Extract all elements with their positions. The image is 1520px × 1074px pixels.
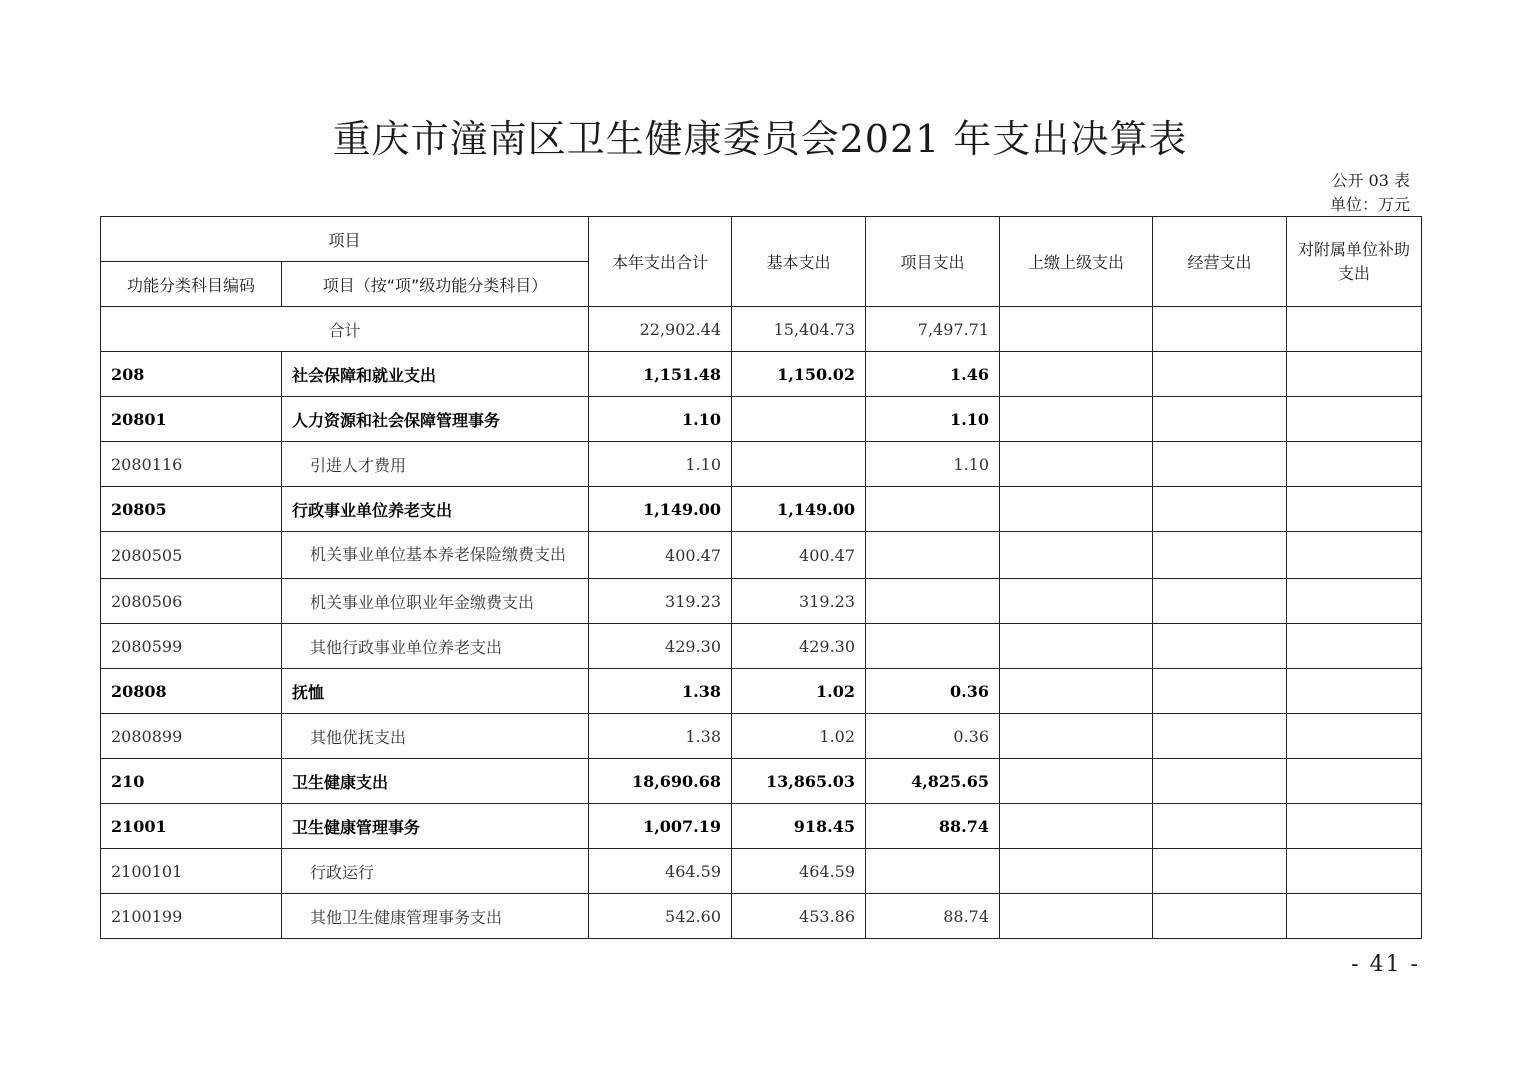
row-project — [866, 532, 1000, 579]
row-code: 2080899 — [101, 714, 282, 759]
row-subsidy — [1287, 487, 1422, 532]
row-code: 21001 — [101, 804, 282, 849]
row-code: 2100199 — [101, 894, 282, 939]
table-row — [101, 759, 1422, 804]
row-total: 1.10 — [589, 442, 732, 487]
header-name: 项目（按“项”级功能分类科目） — [282, 262, 589, 307]
row-superior — [1000, 442, 1153, 487]
row-code: 2080116 — [101, 442, 282, 487]
row-name: 其他优抚支出 — [282, 714, 589, 759]
total-basic: 15,404.73 — [732, 307, 866, 352]
row-business — [1153, 352, 1287, 397]
row-project — [866, 487, 1000, 532]
row-basic: 464.59 — [732, 849, 866, 894]
row-name: 行政运行 — [282, 849, 589, 894]
row-total: 464.59 — [589, 849, 732, 894]
row-superior — [1000, 714, 1153, 759]
row-name: 机关事业单位基本养老保险缴费支出 — [282, 532, 589, 579]
row-subsidy — [1287, 624, 1422, 669]
row-superior — [1000, 624, 1153, 669]
header-basic: 基本支出 — [732, 217, 866, 307]
row-subsidy — [1287, 397, 1422, 442]
row-subsidy — [1287, 714, 1422, 759]
row-total: 1.38 — [589, 714, 732, 759]
row-business — [1153, 442, 1287, 487]
row-basic: 429.30 — [732, 624, 866, 669]
row-basic — [732, 397, 866, 442]
total-sum: 22,902.44 — [589, 307, 732, 352]
row-project: 88.74 — [866, 804, 1000, 849]
row-project: 1.10 — [866, 442, 1000, 487]
row-code: 2100101 — [101, 849, 282, 894]
row-business — [1153, 669, 1287, 714]
row-superior — [1000, 669, 1153, 714]
row-project: 1.10 — [866, 397, 1000, 442]
total-project: 7,497.71 — [866, 307, 1000, 352]
row-project — [866, 624, 1000, 669]
row-code: 210 — [101, 759, 282, 804]
row-total: 542.60 — [589, 894, 732, 939]
row-name: 行政事业单位养老支出 — [282, 487, 589, 532]
row-total: 1,149.00 — [589, 487, 732, 532]
row-basic: 1.02 — [732, 714, 866, 759]
row-basic: 400.47 — [732, 532, 866, 579]
row-subsidy — [1287, 759, 1422, 804]
row-business — [1153, 894, 1287, 939]
row-name: 抚恤 — [282, 669, 589, 714]
header-item: 项目 — [101, 217, 589, 262]
row-total: 18,690.68 — [589, 759, 732, 804]
row-code: 20805 — [101, 487, 282, 532]
row-superior — [1000, 352, 1153, 397]
table-row — [101, 579, 1422, 624]
row-total: 400.47 — [589, 532, 732, 579]
form-number: 公开 03 表 — [1331, 171, 1410, 190]
row-basic: 918.45 — [732, 804, 866, 849]
row-business — [1153, 714, 1287, 759]
header-superior: 上缴上级支出 — [1000, 217, 1153, 307]
row-name: 其他卫生健康管理事务支出 — [282, 894, 589, 939]
row-superior — [1000, 804, 1153, 849]
row-total: 1,151.48 — [589, 352, 732, 397]
row-code: 20808 — [101, 669, 282, 714]
row-name: 引进人才费用 — [282, 442, 589, 487]
row-business — [1153, 759, 1287, 804]
row-subsidy — [1287, 669, 1422, 714]
row-subsidy — [1287, 849, 1422, 894]
row-name: 人力资源和社会保障管理事务 — [282, 397, 589, 442]
total-label: 合计 — [101, 307, 589, 352]
row-code: 20801 — [101, 397, 282, 442]
table-row — [101, 532, 1422, 579]
row-basic: 1,149.00 — [732, 487, 866, 532]
row-business — [1153, 849, 1287, 894]
row-name: 卫生健康支出 — [282, 759, 589, 804]
row-superior — [1000, 397, 1153, 442]
row-project: 0.36 — [866, 669, 1000, 714]
total-row — [101, 307, 1422, 352]
row-superior — [1000, 849, 1153, 894]
row-total: 1,007.19 — [589, 804, 732, 849]
row-project — [866, 579, 1000, 624]
row-name: 机关事业单位职业年金缴费支出 — [282, 579, 589, 624]
table-row — [101, 669, 1422, 714]
row-basic — [732, 442, 866, 487]
row-subsidy — [1287, 352, 1422, 397]
row-code: 2080506 — [101, 579, 282, 624]
row-project: 4,825.65 — [866, 759, 1000, 804]
row-business — [1153, 579, 1287, 624]
table-row — [101, 804, 1422, 849]
table-row — [101, 894, 1422, 939]
row-code: 208 — [101, 352, 282, 397]
header-subsidy: 对附属单位补助支出 — [1287, 217, 1422, 307]
row-business — [1153, 397, 1287, 442]
row-superior — [1000, 532, 1153, 579]
header-code: 功能分类科目编码 — [101, 262, 282, 307]
table-row — [101, 624, 1422, 669]
row-superior — [1000, 579, 1153, 624]
header-project: 项目支出 — [866, 217, 1000, 307]
row-basic: 1,150.02 — [732, 352, 866, 397]
row-business — [1153, 532, 1287, 579]
row-project: 1.46 — [866, 352, 1000, 397]
row-subsidy — [1287, 532, 1422, 579]
row-code: 2080599 — [101, 624, 282, 669]
row-subsidy — [1287, 442, 1422, 487]
unit-label: 单位：万元 — [1329, 195, 1410, 214]
table-row — [101, 397, 1422, 442]
row-name: 其他行政事业单位养老支出 — [282, 624, 589, 669]
document-title: 重庆市潼南区卫生健康委员会2021 年支出决算表 — [332, 117, 1188, 161]
row-business — [1153, 624, 1287, 669]
expenditure-table — [100, 216, 1422, 939]
row-project: 0.36 — [866, 714, 1000, 759]
row-superior — [1000, 894, 1153, 939]
page-number: - 41 - — [1351, 952, 1420, 977]
row-basic: 13,865.03 — [732, 759, 866, 804]
total-business — [1153, 307, 1287, 352]
row-business — [1153, 804, 1287, 849]
row-code: 2080505 — [101, 532, 282, 579]
total-superior — [1000, 307, 1153, 352]
row-basic: 1.02 — [732, 669, 866, 714]
row-basic: 319.23 — [732, 579, 866, 624]
header-total: 本年支出合计 — [589, 217, 732, 307]
table-row — [101, 487, 1422, 532]
row-subsidy — [1287, 894, 1422, 939]
row-superior — [1000, 487, 1153, 532]
row-superior — [1000, 759, 1153, 804]
row-project — [866, 849, 1000, 894]
row-total: 1.38 — [589, 669, 732, 714]
row-total: 429.30 — [589, 624, 732, 669]
row-total: 1.10 — [589, 397, 732, 442]
row-basic: 453.86 — [732, 894, 866, 939]
table-row — [101, 442, 1422, 487]
row-business — [1153, 487, 1287, 532]
row-name: 卫生健康管理事务 — [282, 804, 589, 849]
total-subsidy — [1287, 307, 1422, 352]
header-business: 经营支出 — [1153, 217, 1287, 307]
table-row — [101, 352, 1422, 397]
row-total: 319.23 — [589, 579, 732, 624]
row-project: 88.74 — [866, 894, 1000, 939]
row-name: 社会保障和就业支出 — [282, 352, 589, 397]
row-subsidy — [1287, 804, 1422, 849]
table-row — [101, 849, 1422, 894]
row-subsidy — [1287, 579, 1422, 624]
table-row — [101, 714, 1422, 759]
